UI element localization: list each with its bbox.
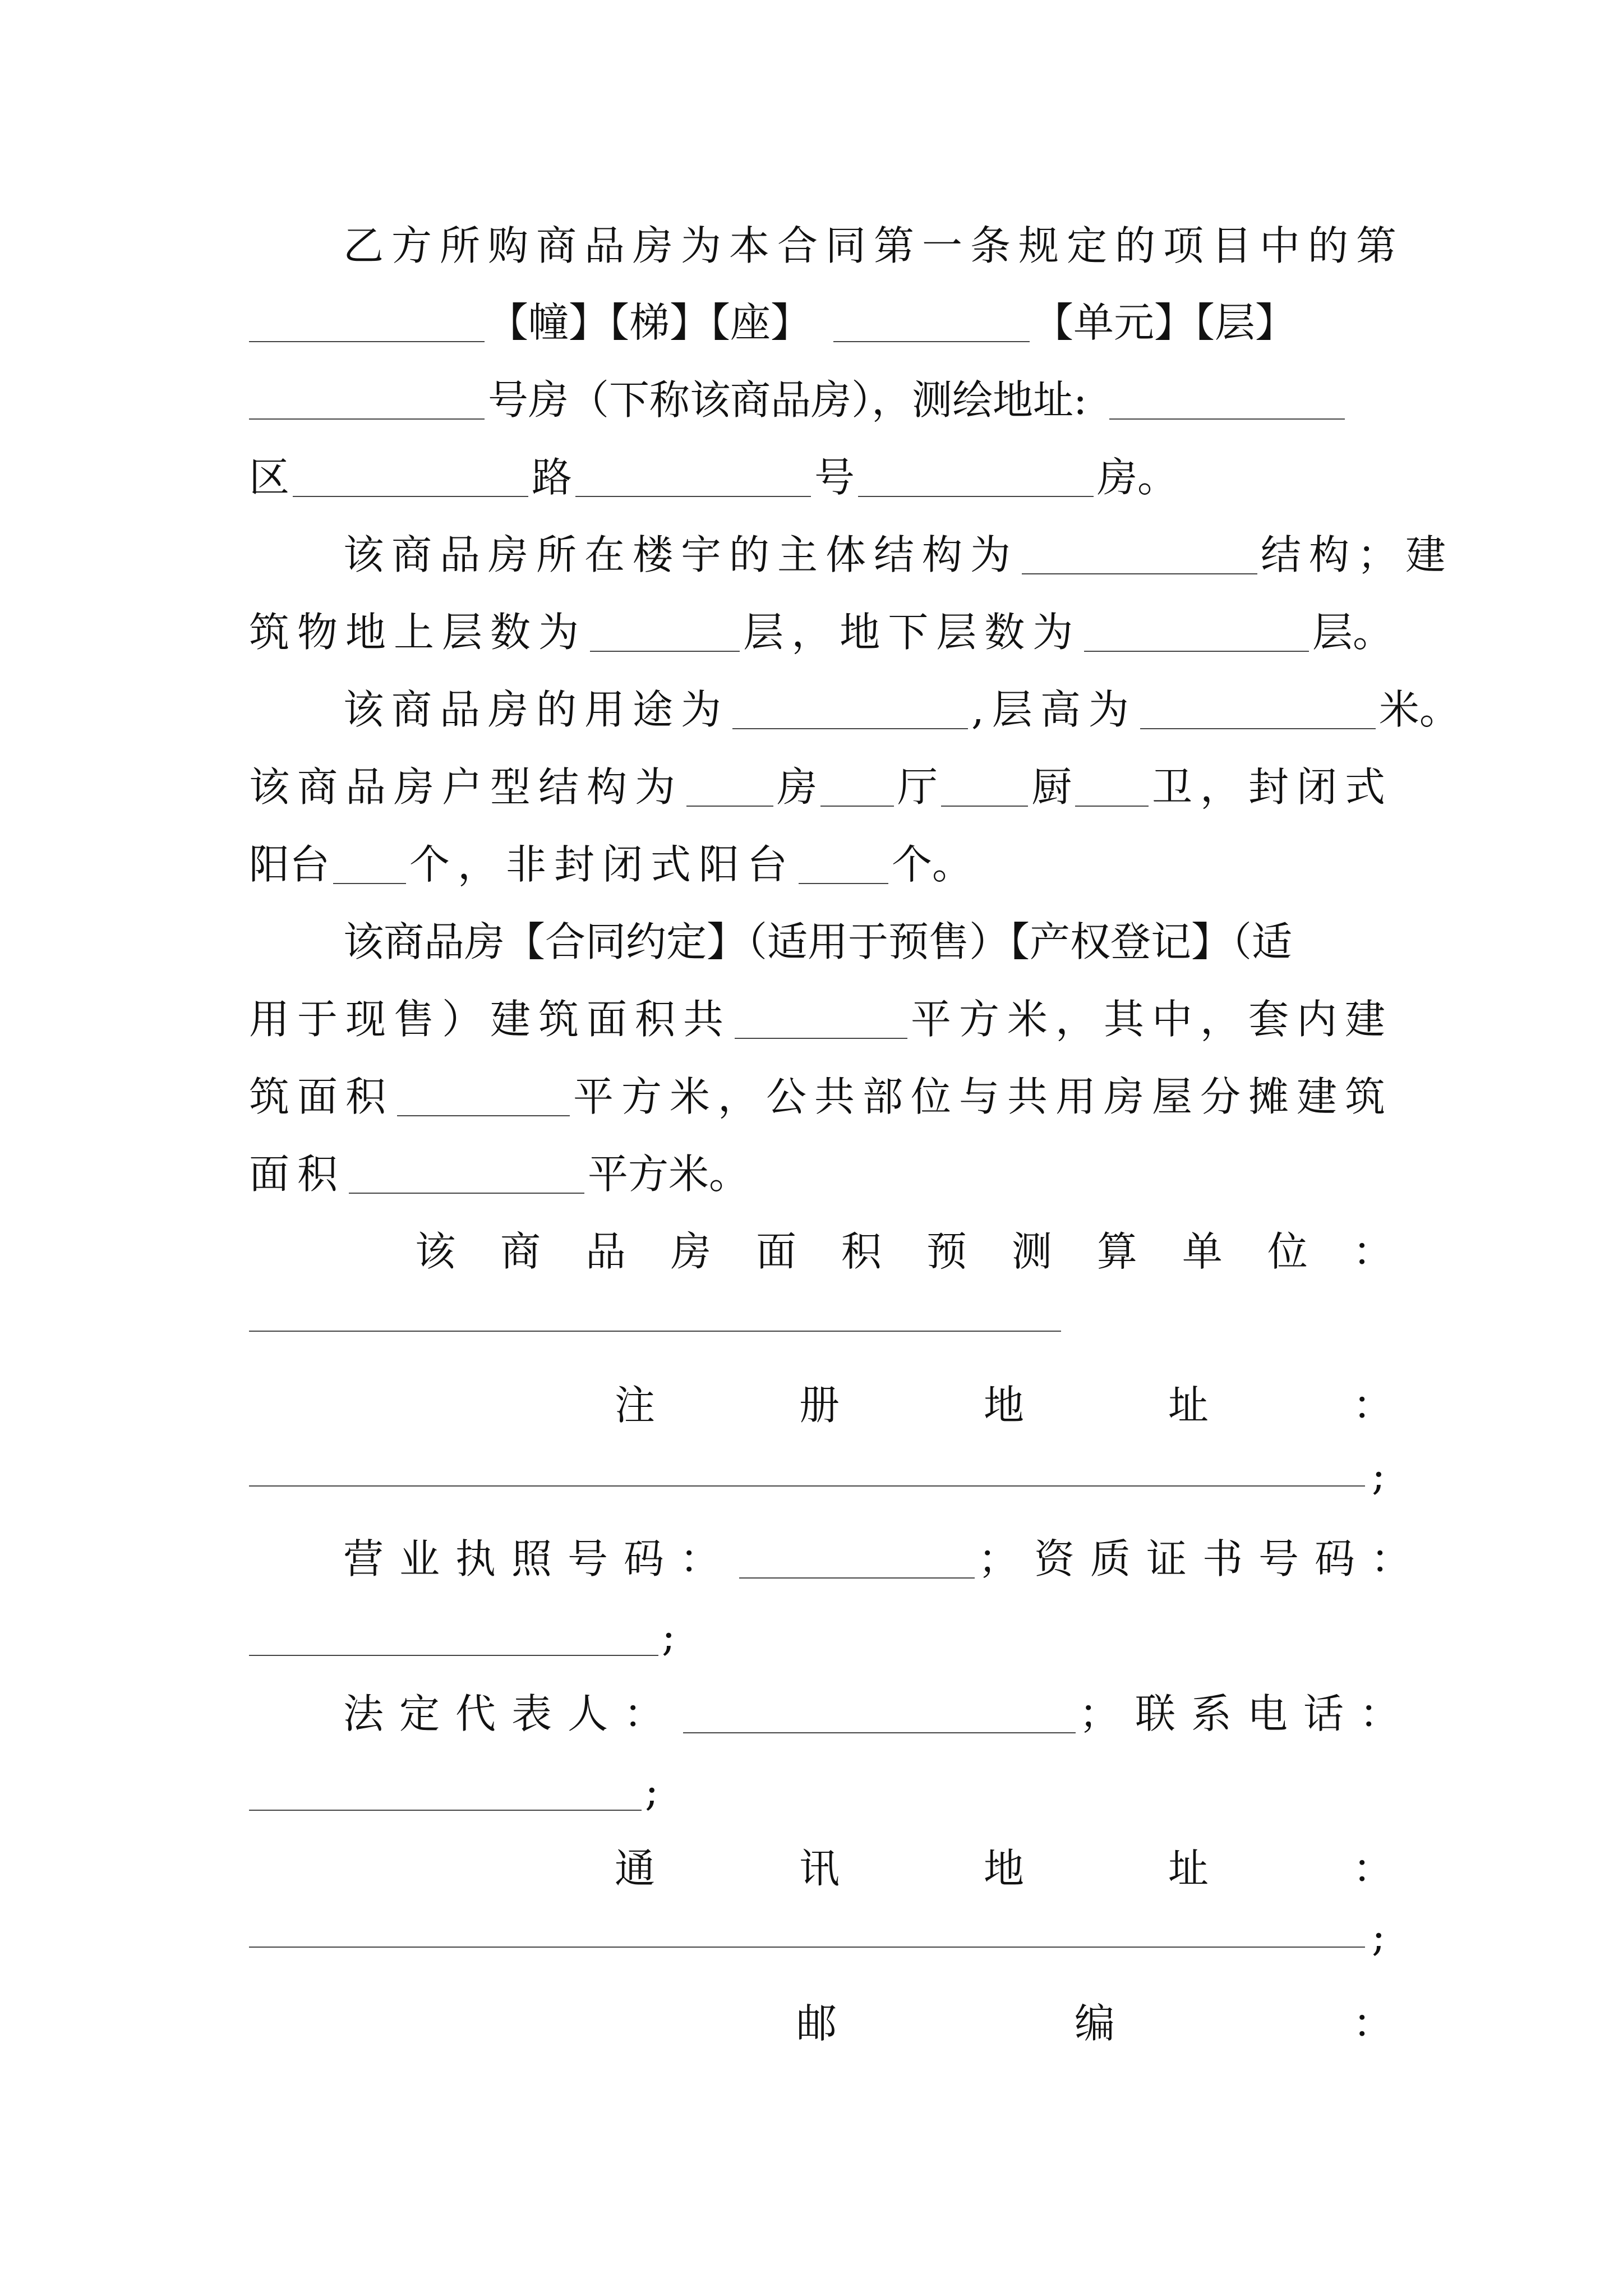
- survey-unit-label: [415, 1213, 1393, 1290]
- postcode-colon: ：: [1352, 2000, 1393, 2047]
- p3-text-d: 该商品房户型结构为: [249, 763, 684, 811]
- building-number-blank[interactable]: [249, 303, 485, 342]
- structure-type-blank[interactable]: [1022, 535, 1257, 574]
- p2-text-e: 层。: [1312, 609, 1393, 656]
- reg-address-char: 注: [615, 1382, 656, 1429]
- p1-line4: [249, 439, 1393, 516]
- p3-text-b: ,层高为: [971, 686, 1137, 733]
- halls-blank[interactable]: [820, 767, 894, 807]
- p2-line1: [249, 516, 1487, 593]
- reg-address-char: 地: [983, 1382, 1024, 1429]
- survey-colon: ：: [1352, 1228, 1393, 1275]
- p1-text-g: 号: [814, 454, 855, 501]
- postcode-char: 邮: [796, 2000, 837, 2047]
- p1-text-e: 区: [249, 454, 290, 501]
- qualification-label: ；资质证书号码：: [978, 1535, 1427, 1582]
- license-number-blank[interactable]: [739, 1539, 975, 1579]
- p4-text-d: 筑面积: [249, 1073, 394, 1120]
- floor-height-blank[interactable]: [1140, 690, 1376, 729]
- p4-text-a: 该商品房【合同约定】（适用于预售）【产权登记】（适: [343, 918, 1293, 965]
- survey-char: 算: [1096, 1228, 1137, 1275]
- rooms-blank[interactable]: [686, 767, 773, 807]
- p1-text-c: 【单元】【层】: [1033, 299, 1296, 346]
- reg-address-char: 册: [799, 1382, 840, 1429]
- p3-text-i: 阳台: [249, 841, 330, 888]
- p1-line1: [249, 207, 1487, 284]
- p1-text-f: 路: [532, 454, 573, 501]
- legal-rep-line: [249, 1675, 1487, 1752]
- postcode-label: [796, 1985, 1393, 2062]
- p1-line2: [249, 284, 1393, 361]
- closed-balcony-blank[interactable]: [333, 845, 406, 884]
- p3-text-f: 厅: [897, 763, 938, 811]
- p1-text-h: 房。: [1097, 454, 1178, 501]
- phone-label: ；联系电话：: [1079, 1690, 1416, 1737]
- floors-above-blank[interactable]: [590, 613, 740, 652]
- p1-line3: [249, 361, 1393, 439]
- shared-area-blank[interactable]: [349, 1154, 584, 1194]
- total-area-blank[interactable]: [735, 1000, 907, 1039]
- reg-address-label: [615, 1366, 1393, 1444]
- p4-text-f: 面积: [249, 1151, 346, 1198]
- mail-address-char: 讯: [799, 1845, 840, 1892]
- license-label: 营业执照号码：: [343, 1535, 736, 1582]
- mail-address-char: 通: [615, 1845, 656, 1892]
- p1-text-a: 乙方所购商品房为本合同第一条规定的项目中的第: [343, 222, 1405, 269]
- p2-text-a: 该商品房所在楼宇的主体结构为: [343, 531, 1019, 578]
- survey-char: 位: [1267, 1228, 1308, 1275]
- p3-text-g: 厨: [1031, 763, 1072, 811]
- p2-text-b: 结构；建: [1261, 531, 1454, 578]
- reg-address-colon: ：: [1352, 1382, 1393, 1429]
- bathrooms-blank[interactable]: [1075, 767, 1149, 807]
- survey-district-blank[interactable]: [1109, 380, 1345, 420]
- license-line: [249, 1520, 1487, 1598]
- phone-line: [249, 1752, 1393, 1830]
- reg-address-blank[interactable]: [249, 1485, 1365, 1487]
- survey-street-number-blank[interactable]: [575, 458, 811, 497]
- phone-blank[interactable]: [249, 1772, 642, 1811]
- p2-line2: [249, 593, 1393, 671]
- p3-text-a: 该商品房的用途为: [343, 686, 730, 733]
- reg-address-end: ;: [1372, 1452, 1386, 1499]
- postcode-char: 编: [1074, 2000, 1115, 2047]
- mail-address-char: 地: [983, 1845, 1024, 1892]
- mail-address-blank[interactable]: [249, 1947, 1365, 1948]
- p4-text-b: 用于现售）建筑面积共: [249, 996, 732, 1043]
- survey-char: 面: [755, 1228, 796, 1275]
- open-balcony-blank[interactable]: [799, 845, 888, 884]
- p4-text-e: 平方米，公共部位与共用房屋分摊建筑: [573, 1073, 1393, 1120]
- reg-address-char: 址: [1168, 1382, 1209, 1429]
- survey-char: 该: [415, 1228, 456, 1275]
- survey-char: 预: [926, 1228, 967, 1275]
- p4-text-c: 平方米，其中，套内建: [910, 996, 1393, 1043]
- usage-blank[interactable]: [732, 690, 968, 729]
- floors-below-blank[interactable]: [1084, 613, 1309, 652]
- p2-text-c: 筑物地上层数为: [249, 609, 587, 656]
- p3-text-k: 个。: [892, 841, 973, 888]
- survey-char: 积: [841, 1228, 882, 1275]
- mail-address-char: 址: [1168, 1845, 1209, 1892]
- qualification-number-blank[interactable]: [249, 1617, 658, 1656]
- qualification-line: [249, 1598, 1393, 1675]
- p4-text-g: 平方米。: [588, 1151, 750, 1198]
- p3-line3: [249, 826, 1393, 903]
- p4-line1: [249, 903, 1487, 981]
- qualification-end: ;: [662, 1613, 676, 1660]
- p1-text-d: 号房（下称该商品房），测绘地址:: [488, 376, 1087, 424]
- p2-text-d: 层，地下层数为: [743, 609, 1081, 656]
- p3-line2: [249, 748, 1393, 826]
- phone-end: ;: [645, 1768, 659, 1815]
- survey-char: 房: [670, 1228, 711, 1275]
- p3-text-c: 米。: [1378, 686, 1460, 733]
- p1-text-b: 【幢】【梯】【座】: [488, 299, 811, 346]
- survey-char: 品: [585, 1228, 626, 1275]
- inner-area-blank[interactable]: [397, 1077, 570, 1116]
- mail-address-colon: ：: [1352, 1845, 1393, 1892]
- mail-address-end: ;: [1372, 1913, 1386, 1960]
- p4-line3: [249, 1058, 1393, 1135]
- p3-line1: [249, 671, 1487, 748]
- p3-text-e: 房: [777, 763, 818, 811]
- legal-rep-label: 法定代表人：: [343, 1690, 680, 1737]
- survey-char: 单: [1182, 1228, 1223, 1275]
- survey-char: 商: [500, 1228, 541, 1275]
- room-number-blank[interactable]: [249, 380, 485, 420]
- legal-rep-blank[interactable]: [683, 1694, 1076, 1733]
- survey-road-blank[interactable]: [293, 458, 528, 497]
- p3-text-h: 卫，封闭式: [1151, 763, 1393, 811]
- survey-room-blank[interactable]: [858, 458, 1094, 497]
- survey-unit-blank[interactable]: [249, 1331, 1061, 1332]
- survey-char: 测: [1011, 1228, 1052, 1275]
- p3-text-j: 个，非封闭式阳台: [409, 841, 796, 888]
- unit-number-blank[interactable]: [833, 303, 1030, 342]
- p4-line4: [249, 1135, 1393, 1213]
- mail-address-label: [615, 1830, 1393, 1907]
- p4-line2: [249, 981, 1393, 1058]
- kitchens-blank[interactable]: [941, 767, 1028, 807]
